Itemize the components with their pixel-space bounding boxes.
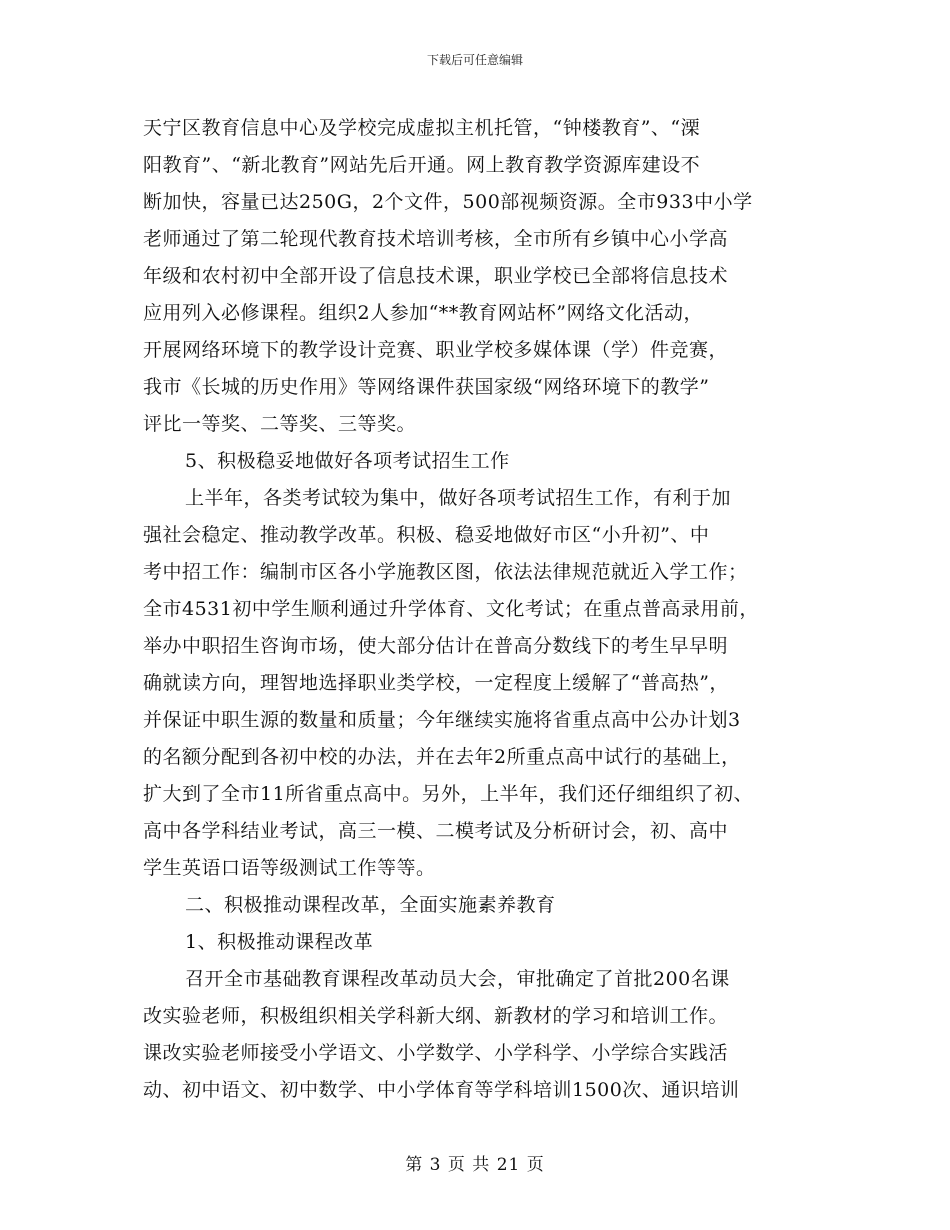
text-line: 天宁区教育信息中心及学校完成虚拟主机托管，“钟楼教育”、“溧 [143, 117, 701, 139]
text-line: 阳教育”、“新北教育”网站先后开通。网上教育教学资源库建设不 [143, 154, 701, 176]
text-line: 的名额分配到各初中校的办法，并在去年2所重点高中试行的基础上， [143, 746, 741, 768]
paragraph-first-line: 上半年，各类考试较为集中，做好各项考试招生工作，有利于加 [185, 487, 732, 509]
text-line: 我市《长城的历史作用》等网络课件获国家级“网络环境下的教学” [143, 376, 710, 398]
page-number-footer: 第 3 页 共 21 页 [405, 1155, 545, 1175]
text-line: 强社会稳定、推动教学改革。积极、稳妥地做好市区“小升初”、中 [143, 524, 710, 546]
paragraph-first-line: 召开全市基础教育课程改革动员大会，审批确定了首批200名课 [185, 968, 730, 990]
text-line: 并保证中职生源的数量和质量；今年继续实施将省重点高中公办计划3 [143, 709, 741, 731]
text-line: 断加快，容量已达250G，2个文件，500部视频资源。全市933中小学 [143, 191, 753, 213]
text-line: 评比一等奖、二等奖、三等奖。 [143, 413, 417, 435]
text-line: 应用列入必修课程。组织2人参加“**教育网站杯”网络文化活动， [143, 302, 704, 324]
text-line: 老师通过了第二轮现代教育技术培训考核，全市所有乡镇中心小学高 [143, 228, 729, 250]
text-line: 课改实验老师接受小学语文、小学数学、小学科学、小学综合实践活 [143, 1042, 729, 1064]
text-line: 高中各学科结业考试，高三一模、二模考试及分析研讨会，初、高中 [143, 820, 729, 842]
text-line: 全市4531初中学生顺利通过升学体育、文化考试；在重点普高录用前， [143, 598, 759, 620]
page-header: 下载后可任意编辑 [426, 53, 523, 67]
text-line: 举办中职招生咨询市场，使大部分估计在普高分数线下的考生早早明 [143, 635, 729, 657]
section-heading: 二、积极推动课程改革，全面实施素养教育 [185, 894, 556, 916]
section-heading: 5、积极稳妥地做好各项考试招生工作 [185, 450, 510, 472]
text-line: 确就读方向，理智地选择职业类学校，一定程度上缓解了“普高热”， [143, 672, 729, 694]
text-line: 动、初中语文、初中数学、中小学体育等学科培训1500次、通识培训 [143, 1079, 740, 1101]
text-line: 开展网络环境下的教学设计竞赛、职业学校多媒体课（学）件竞赛， [143, 339, 729, 361]
text-line: 年级和农村初中全部开设了信息技术课，职业学校已全部将信息技术 [143, 265, 729, 287]
text-line: 改实验老师，积极组织相关学科新大纲、新教材的学习和培训工作。 [143, 1005, 729, 1027]
text-line: 学生英语口语等级测试工作等等。 [143, 857, 436, 879]
text-line: 考中招工作：编制市区各小学施教区图，依法法律规范就近入学工作； [143, 561, 748, 583]
text-line: 扩大到了全市11所省重点高中。另外，上半年，我们还仔细组织了初、 [143, 783, 754, 805]
subsection-heading: 1、积极推动课程改革 [185, 931, 374, 953]
